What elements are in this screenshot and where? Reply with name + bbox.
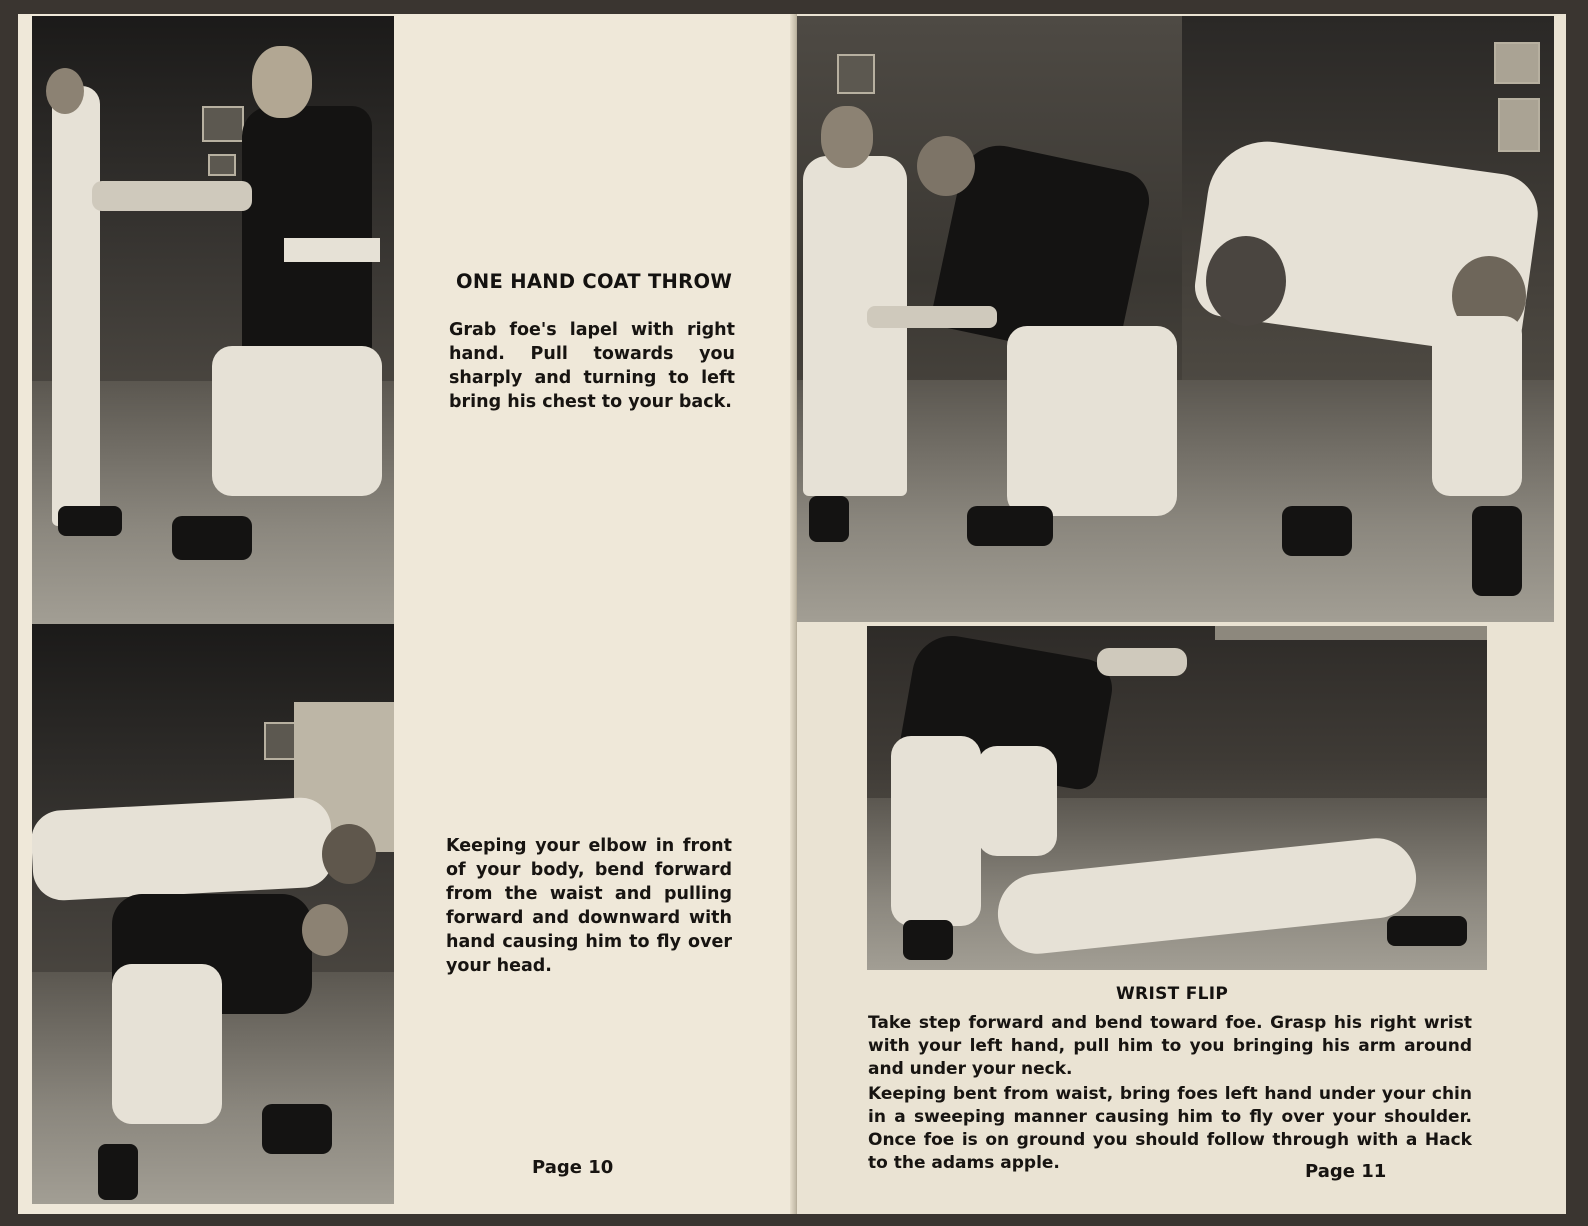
left-page <box>18 14 797 1214</box>
section-title-one-hand-coat-throw: ONE HAND COAT THROW <box>456 270 733 293</box>
booklet-spread <box>18 14 1566 1214</box>
photo-foe-on-ground <box>867 626 1487 970</box>
right-page <box>797 14 1566 1214</box>
section-title-wrist-flip: WRIST FLIP <box>1116 984 1229 1004</box>
wrist-flip-instructions-part2: Keeping bent from waist, bring foes left hand under your chin in a sweeping manner causing him to fly over your shoulder. Once foe is on ground you should follow through with a Hack to the adams apple. <box>868 1084 1472 1173</box>
page-number-right: Page 11 <box>1305 1161 1387 1182</box>
wrist-flip-instructions-part1: Take step forward and bend toward foe. Grasp his right wrist with your left hand, pull him to you bringing his arm around and under your neck. <box>868 1013 1472 1079</box>
step1-instructions: Grab foe's lapel with right hand. Pull towards you sharply and turning to left bring his chest to your back. <box>449 320 735 412</box>
photo-arm-under-neck <box>1182 16 1554 622</box>
step2-instructions: Keeping your elbow in front of your body, bend forward from the waist and pulling forward and downward with hand causing him to fly over your head. <box>446 836 732 976</box>
page-number-left: Page 10 <box>532 1157 614 1178</box>
photo-over-shoulder <box>32 624 394 1204</box>
photo-lapel-grab <box>32 16 394 624</box>
photo-wrist-grab <box>797 16 1182 622</box>
